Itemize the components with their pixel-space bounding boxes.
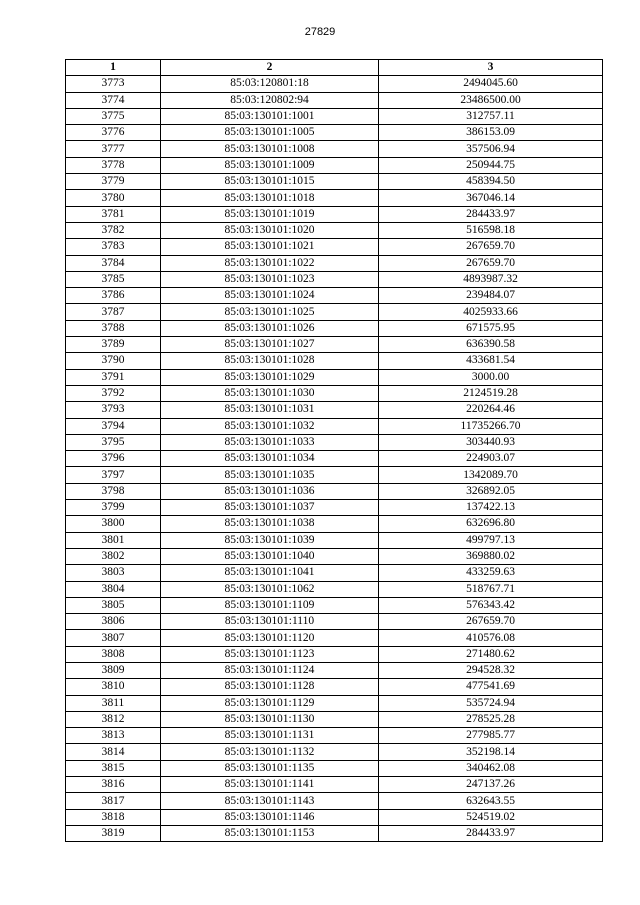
cadastral-number-cell: 85:03:130101:1023 <box>161 271 379 287</box>
cadastral-number-cell: 85:03:130101:1131 <box>161 728 379 744</box>
table-row <box>66 825 603 841</box>
value-cell: 303440.93 <box>379 434 603 450</box>
value-cell: 267659.70 <box>379 614 603 630</box>
row-number-cell: 3801 <box>66 532 161 548</box>
value-cell: 340462.08 <box>379 760 603 776</box>
cadastral-number-cell: 85:03:130101:1022 <box>161 255 379 271</box>
row-number-cell: 3777 <box>66 141 161 157</box>
cadastral-number-cell: 85:03:130101:1028 <box>161 353 379 369</box>
table-row <box>66 744 603 760</box>
cadastral-number-cell: 85:03:130101:1008 <box>161 141 379 157</box>
cadastral-number-cell: 85:03:130101:1132 <box>161 744 379 760</box>
row-number-cell: 3793 <box>66 402 161 418</box>
row-number-cell: 3798 <box>66 483 161 499</box>
cadastral-number-cell: 85:03:130101:1035 <box>161 467 379 483</box>
value-cell: 367046.14 <box>379 190 603 206</box>
value-cell: 2494045.60 <box>379 76 603 92</box>
column-header-2: 2 <box>161 60 379 76</box>
table-body <box>66 76 603 842</box>
value-cell: 357506.94 <box>379 141 603 157</box>
row-number-cell: 3779 <box>66 174 161 190</box>
value-cell: 410576.08 <box>379 630 603 646</box>
table-row <box>66 206 603 222</box>
row-number-cell: 3788 <box>66 320 161 336</box>
value-cell: 220264.46 <box>379 402 603 418</box>
table-row <box>66 141 603 157</box>
cadastral-number-cell: 85:03:130101:1037 <box>161 500 379 516</box>
value-cell: 312757.11 <box>379 108 603 124</box>
cadastral-number-cell: 85:03:130101:1019 <box>161 206 379 222</box>
row-number-cell: 3792 <box>66 385 161 401</box>
cadastral-number-cell: 85:03:130101:1041 <box>161 565 379 581</box>
value-cell: 352198.14 <box>379 744 603 760</box>
table-row <box>66 337 603 353</box>
table-row <box>66 288 603 304</box>
cadastral-number-cell: 85:03:130101:1026 <box>161 320 379 336</box>
table-row <box>66 92 603 108</box>
table-row <box>66 125 603 141</box>
cadastral-number-cell: 85:03:130101:1001 <box>161 108 379 124</box>
cadastral-number-cell: 85:03:130101:1123 <box>161 646 379 662</box>
table-row <box>66 304 603 320</box>
table-row <box>66 434 603 450</box>
table-row <box>66 532 603 548</box>
row-number-cell: 3812 <box>66 711 161 727</box>
table-row <box>66 255 603 271</box>
cadastral-number-cell: 85:03:130101:1025 <box>161 304 379 320</box>
value-cell: 524519.02 <box>379 809 603 825</box>
row-number-cell: 3774 <box>66 92 161 108</box>
row-number-cell: 3817 <box>66 793 161 809</box>
cadastral-number-cell: 85:03:130101:1031 <box>161 402 379 418</box>
row-number-cell: 3814 <box>66 744 161 760</box>
row-number-cell: 3807 <box>66 630 161 646</box>
row-number-cell: 3783 <box>66 239 161 255</box>
cadastral-number-cell: 85:03:130101:1036 <box>161 483 379 499</box>
cadastral-number-cell: 85:03:130101:1124 <box>161 662 379 678</box>
value-cell: 278525.28 <box>379 711 603 727</box>
table-row <box>66 369 603 385</box>
value-cell: 267659.70 <box>379 255 603 271</box>
table-row <box>66 418 603 434</box>
table-row <box>66 695 603 711</box>
cadastral-number-cell: 85:03:130101:1027 <box>161 337 379 353</box>
row-number-cell: 3813 <box>66 728 161 744</box>
row-number-cell: 3785 <box>66 271 161 287</box>
row-number-cell: 3811 <box>66 695 161 711</box>
cadastral-number-cell: 85:03:130101:1135 <box>161 760 379 776</box>
row-number-cell: 3810 <box>66 679 161 695</box>
row-number-cell: 3816 <box>66 777 161 793</box>
table-row <box>66 467 603 483</box>
row-number-cell: 3808 <box>66 646 161 662</box>
value-cell: 671575.95 <box>379 320 603 336</box>
table-row <box>66 777 603 793</box>
cadastral-number-cell: 85:03:130101:1039 <box>161 532 379 548</box>
row-number-cell: 3818 <box>66 809 161 825</box>
table-row <box>66 385 603 401</box>
value-cell: 294528.32 <box>379 662 603 678</box>
value-cell: 224903.07 <box>379 451 603 467</box>
value-cell: 516598.18 <box>379 222 603 238</box>
table-row <box>66 630 603 646</box>
table-row <box>66 239 603 255</box>
data-table <box>65 59 603 842</box>
table-row <box>66 548 603 564</box>
value-cell: 239484.07 <box>379 288 603 304</box>
value-cell: 247137.26 <box>379 777 603 793</box>
header-row <box>66 60 603 76</box>
value-cell: 576343.42 <box>379 597 603 613</box>
row-number-cell: 3802 <box>66 548 161 564</box>
table-row <box>66 679 603 695</box>
table-row <box>66 76 603 92</box>
cadastral-number-cell: 85:03:130101:1030 <box>161 385 379 401</box>
row-number-cell: 3806 <box>66 614 161 630</box>
row-number-cell: 3805 <box>66 597 161 613</box>
row-number-cell: 3795 <box>66 434 161 450</box>
table-row <box>66 451 603 467</box>
table-row <box>66 728 603 744</box>
value-cell: 632696.80 <box>379 516 603 532</box>
cadastral-number-cell: 85:03:130101:1038 <box>161 516 379 532</box>
table-row <box>66 581 603 597</box>
cadastral-number-cell: 85:03:130101:1110 <box>161 614 379 630</box>
cadastral-number-cell: 85:03:130101:1128 <box>161 679 379 695</box>
table-row <box>66 174 603 190</box>
row-number-cell: 3815 <box>66 760 161 776</box>
cadastral-number-cell: 85:03:130101:1129 <box>161 695 379 711</box>
cadastral-number-cell: 85:03:130101:1020 <box>161 222 379 238</box>
row-number-cell: 3803 <box>66 565 161 581</box>
row-number-cell: 3796 <box>66 451 161 467</box>
table-row <box>66 614 603 630</box>
row-number-cell: 3778 <box>66 157 161 173</box>
table-row <box>66 809 603 825</box>
value-cell: 632643.55 <box>379 793 603 809</box>
cadastral-number-cell: 85:03:130101:1109 <box>161 597 379 613</box>
table-header <box>66 60 603 76</box>
row-number-cell: 3781 <box>66 206 161 222</box>
value-cell: 271480.62 <box>379 646 603 662</box>
cadastral-number-cell: 85:03:130101:1009 <box>161 157 379 173</box>
page-number: 27829 <box>304 26 336 38</box>
value-cell: 267659.70 <box>379 239 603 255</box>
value-cell: 137422.13 <box>379 500 603 516</box>
row-number-cell: 3809 <box>66 662 161 678</box>
table-row <box>66 760 603 776</box>
row-number-cell: 3804 <box>66 581 161 597</box>
row-number-cell: 3775 <box>66 108 161 124</box>
row-number-cell: 3786 <box>66 288 161 304</box>
value-cell: 4025933.66 <box>379 304 603 320</box>
cadastral-number-cell: 85:03:130101:1033 <box>161 434 379 450</box>
table-row <box>66 222 603 238</box>
cadastral-number-cell: 85:03:130101:1032 <box>161 418 379 434</box>
table-row <box>66 662 603 678</box>
value-cell: 386153.09 <box>379 125 603 141</box>
table-row <box>66 597 603 613</box>
row-number-cell: 3819 <box>66 825 161 841</box>
value-cell: 1342089.70 <box>379 467 603 483</box>
value-cell: 277985.77 <box>379 728 603 744</box>
cadastral-number-cell: 85:03:130101:1141 <box>161 777 379 793</box>
row-number-cell: 3791 <box>66 369 161 385</box>
table-row <box>66 271 603 287</box>
row-number-cell: 3797 <box>66 467 161 483</box>
value-cell: 284433.97 <box>379 206 603 222</box>
cadastral-number-cell: 85:03:130101:1021 <box>161 239 379 255</box>
value-cell: 369880.02 <box>379 548 603 564</box>
cadastral-number-cell: 85:03:130101:1015 <box>161 174 379 190</box>
table-row <box>66 190 603 206</box>
table-row <box>66 711 603 727</box>
value-cell: 499797.13 <box>379 532 603 548</box>
table-row <box>66 565 603 581</box>
row-number-cell: 3794 <box>66 418 161 434</box>
table-row <box>66 353 603 369</box>
row-number-cell: 3776 <box>66 125 161 141</box>
row-number-cell: 3782 <box>66 222 161 238</box>
value-cell: 326892.05 <box>379 483 603 499</box>
cadastral-number-cell: 85:03:120802:94 <box>161 92 379 108</box>
table-row <box>66 516 603 532</box>
value-cell: 2124519.28 <box>379 385 603 401</box>
cadastral-number-cell: 85:03:130101:1153 <box>161 825 379 841</box>
value-cell: 535724.94 <box>379 695 603 711</box>
cadastral-number-cell: 85:03:130101:1120 <box>161 630 379 646</box>
table-row <box>66 646 603 662</box>
cadastral-number-cell: 85:03:130101:1130 <box>161 711 379 727</box>
row-number-cell: 3787 <box>66 304 161 320</box>
row-number-cell: 3773 <box>66 76 161 92</box>
value-cell: 284433.97 <box>379 825 603 841</box>
cadastral-number-cell: 85:03:130101:1029 <box>161 369 379 385</box>
cadastral-number-cell: 85:03:130101:1062 <box>161 581 379 597</box>
cadastral-number-cell: 85:03:130101:1024 <box>161 288 379 304</box>
row-number-cell: 3800 <box>66 516 161 532</box>
cadastral-number-cell: 85:03:130101:1040 <box>161 548 379 564</box>
value-cell: 23486500.00 <box>379 92 603 108</box>
row-number-cell: 3780 <box>66 190 161 206</box>
cadastral-number-cell: 85:03:130101:1018 <box>161 190 379 206</box>
table-row <box>66 483 603 499</box>
value-cell: 636390.58 <box>379 337 603 353</box>
table-row <box>66 157 603 173</box>
value-cell: 433681.54 <box>379 353 603 369</box>
table-row <box>66 108 603 124</box>
table-row <box>66 320 603 336</box>
row-number-cell: 3790 <box>66 353 161 369</box>
column-header-1: 1 <box>66 60 161 76</box>
value-cell: 518767.71 <box>379 581 603 597</box>
value-cell: 11735266.70 <box>379 418 603 434</box>
cadastral-number-cell: 85:03:130101:1005 <box>161 125 379 141</box>
cadastral-number-cell: 85:03:130101:1146 <box>161 809 379 825</box>
value-cell: 3000.00 <box>379 369 603 385</box>
row-number-cell: 3784 <box>66 255 161 271</box>
table-row <box>66 402 603 418</box>
value-cell: 458394.50 <box>379 174 603 190</box>
cadastral-number-cell: 85:03:130101:1034 <box>161 451 379 467</box>
cadastral-number-cell: 85:03:120801:18 <box>161 76 379 92</box>
value-cell: 250944.75 <box>379 157 603 173</box>
value-cell: 4893987.32 <box>379 271 603 287</box>
value-cell: 477541.69 <box>379 679 603 695</box>
row-number-cell: 3799 <box>66 500 161 516</box>
cadastral-number-cell: 85:03:130101:1143 <box>161 793 379 809</box>
row-number-cell: 3789 <box>66 337 161 353</box>
column-header-3: 3 <box>379 60 603 76</box>
table-row <box>66 793 603 809</box>
table-row <box>66 500 603 516</box>
value-cell: 433259.63 <box>379 565 603 581</box>
